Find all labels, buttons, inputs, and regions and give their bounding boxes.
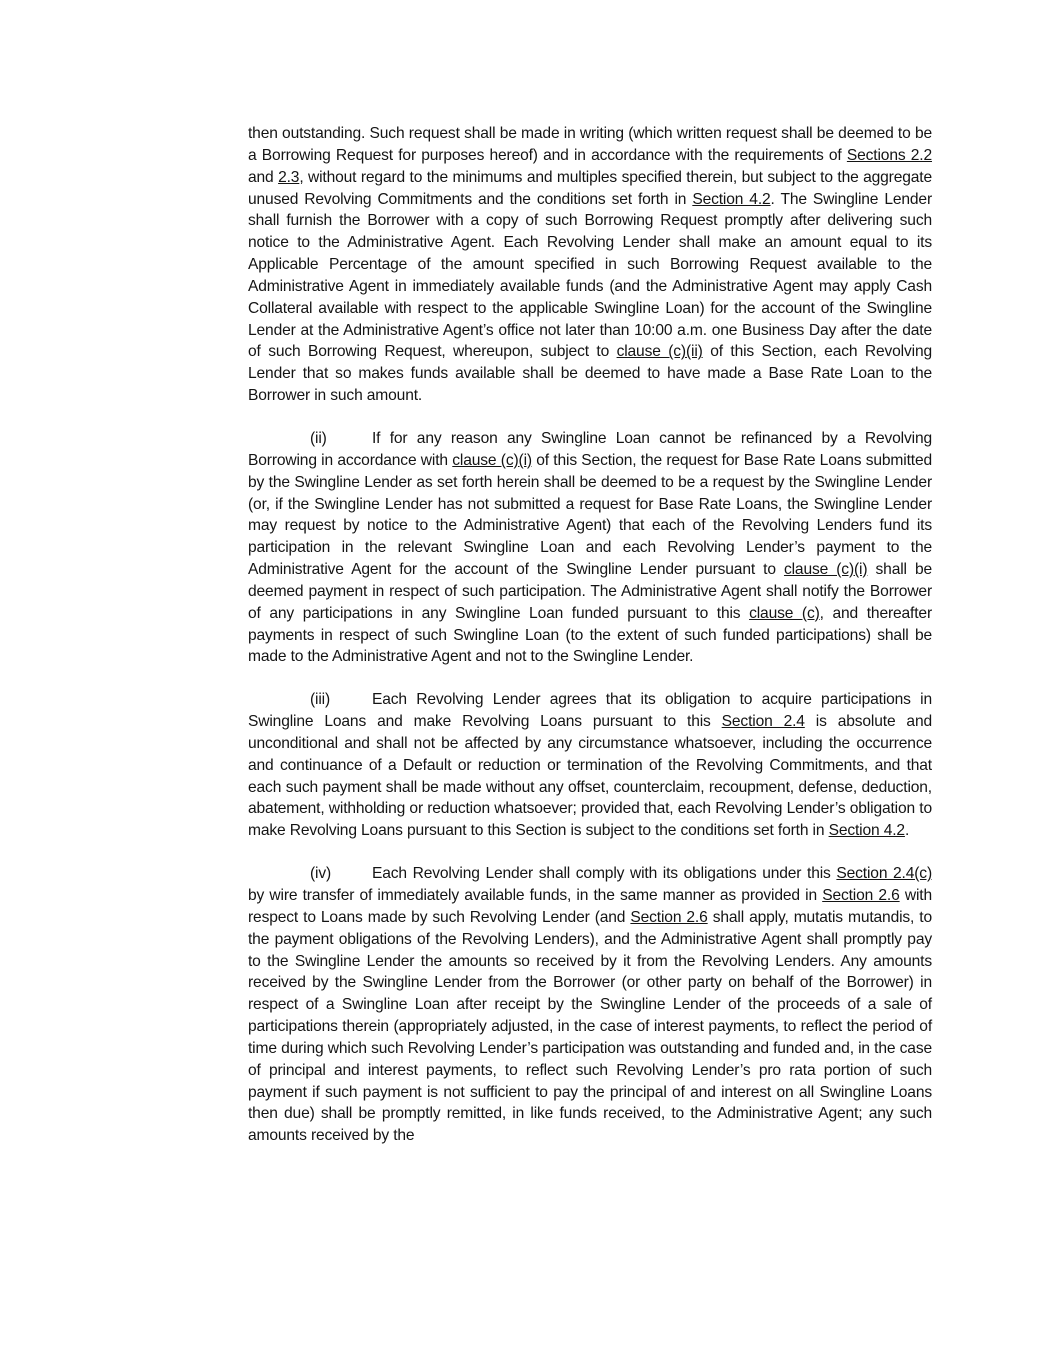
paragraph-text: , and thereafter payments in respect of such Swingline Loan (to the extent of such funded participations) shall be made to the Administrative Agent and not to the Swingline Lender.	[248, 604, 932, 666]
cross-reference-link[interactable]: Section 2.6	[630, 908, 708, 926]
paragraph-text: . The Swingline Lender shall furnish the Borrower with a copy of such Borrowing Request promptly after delivering such notice to the Administrative Agent. Each Revolving Lender shall make an amount equal to its Applicable Percentage of the amount specified in such Borrowing Request available to the Administrative Agent in immediately available funds (and the Administrative Agent may apply Cash Collateral available with respect to the applicable Swingline Loan) for the account of the Swingline Lender at the Administrative Agent’s office not later than 10:00 a.m. one Business Day after the date of such Borrowing Request, whereupon, subject to	[248, 190, 932, 361]
cross-reference-link[interactable]: clause (c)(ii)	[616, 343, 703, 361]
paragraph-text: with respect to Loans made by such Revolving Lender (and	[248, 887, 932, 926]
cross-reference-link[interactable]: 2.3	[278, 168, 300, 186]
cross-reference-link[interactable]: clause (c)	[749, 604, 820, 622]
document-page	[248, 123, 932, 1147]
paragraph-number: (iii)	[310, 691, 331, 709]
paragraph-number: (ii)	[310, 429, 327, 447]
cross-reference-link[interactable]: Sections 2.2	[846, 146, 932, 164]
cross-reference-link[interactable]: Section 4.2	[692, 190, 771, 208]
paragraph-text: by wire transfer of immediately available funds, in the same manner as provided in	[248, 887, 823, 904]
paragraph-text: then outstanding. Such request shall be made in writing (which written request shall be deemed to be a Borrowing Request for purposes hereof) and in accordance with the requirements of	[248, 125, 932, 164]
paragraph-text: shall apply, mutatis mutandis, to the payment obligations of the Revolving Lenders), and the Administrative Agent shall promptly pay to the Swingline Lender the amounts so received by it from the Revolving Lenders. Any amounts received by the Swingline Lender from the Borrower (or other party on behalf of the Borrower) in respect of a Swingline Loan after receipt by the Swingline Lender of the proceeds of a sale of participations therein (appropriately adjusted, in the case of interest payments, to reflect the period of time during which such Revolving Lender’s participation was outstanding and funded and, in the case of principal and interest payments, to reflect such Revolving Lender’s pro rata portion of such payment if such payment is not sufficient to pay the principal of and interest on all Swingline Loans then due) shall be promptly remitted, in like funds received, to the Administrative Agent; any such amounts received by the	[248, 908, 933, 1145]
cross-reference-link[interactable]: Section 2.4(c)	[836, 865, 932, 883]
paragraph-text: Each Revolving Lender agrees that its obligation to acquire participations in Swingline Loans and make Revolving Loans pursuant to this	[248, 691, 932, 731]
paragraph-text: of this Section, each Revolving Lender that so makes funds available shall be deemed to have made a Base Rate Loan to the Borrower in such amount.	[248, 343, 932, 405]
paragraph-text: of this Section, the request for Base Rate Loans submitted by the Swingline Lender as set forth herein shall be deemed to be a request by the Swingline Lender (or, if the Swingline Lender has not submitted a request for Base Rate Loans, the Swingline Lender may request by notice to the Administrative Agent) that each of the Revolving Lenders fund its participation in the relevant Swingline Loan and each Revolving Lender’s payment to the Administrative Agent for the account of the Swingline Lender pursuant to	[248, 451, 933, 579]
paragraph-continuation	[248, 123, 932, 407]
paragraph-iv	[248, 863, 932, 1147]
paragraph-number: (iv)	[310, 865, 332, 883]
cross-reference-link[interactable]: Section 2.6	[822, 887, 900, 904]
cross-reference-link[interactable]: Section 2.4	[721, 713, 805, 731]
paragraph-iii	[248, 689, 932, 842]
cross-reference-link[interactable]: clause (c)(i)	[452, 451, 532, 469]
paragraph-text: , without regard to the minimums and multiples specified therein, but subject to the aggregate unused Revolving Commitments and the conditions set forth in	[248, 168, 933, 208]
paragraph-ii	[248, 428, 932, 668]
paragraph-text: and	[248, 168, 279, 186]
paragraph-text: If for any reason any Swingline Loan cannot be refinanced by a Revolving Borrowing in accordance with	[248, 429, 932, 469]
paragraph-text: shall be deemed payment in respect of such participation. The Administrative Agent shall notify the Borrower of any participations in any Swingline Loan funded pursuant to this	[248, 561, 933, 622]
paragraph-text: is absolute and unconditional and shall not be affected by any circumstance whatsoever, including the occurrence and continuance of a Default or reduction or termination of the Revolving Commitments, and that each such payment shall be made without any offset, counterclaim, recoupment, defense, deduction, abatement, withholding or reduction whatsoever; provided that, each Revolving Lender’s obligation to make Revolving Loans pursuant to this Section is subject to the conditions set forth in	[248, 713, 932, 840]
cross-reference-link[interactable]: Section 4.2	[828, 822, 905, 840]
paragraph-text: Each Revolving Lender shall comply with its obligations under this	[372, 865, 837, 883]
paragraph-text: .	[904, 822, 910, 840]
cross-reference-link[interactable]: clause (c)(i)	[783, 561, 868, 579]
